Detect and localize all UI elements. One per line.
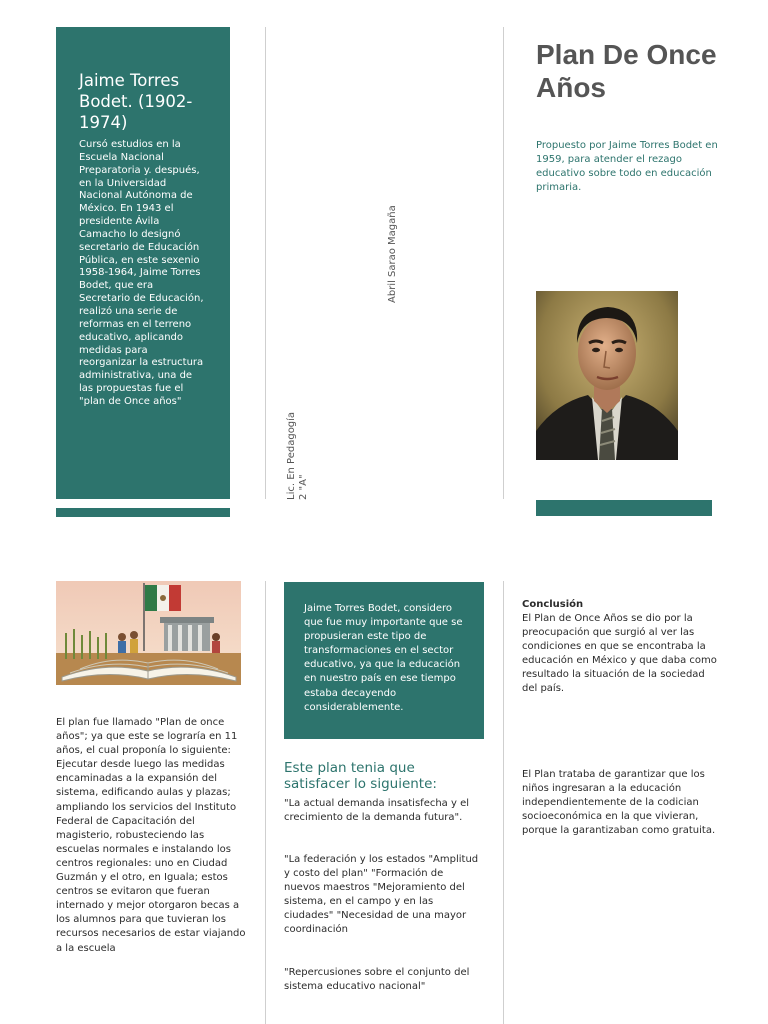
cover-title: Plan De Once Años: [536, 39, 717, 103]
cover-subtitle: Propuesto por Jaime Torres Bodet en 1959, para atender el rezago educativo sobre todo en educación primaria.: [536, 140, 718, 193]
group-label: 2 "A": [298, 474, 309, 500]
column-divider: [265, 581, 266, 1024]
accent-bar: [56, 508, 230, 517]
conclusion-heading: Conclusión: [522, 599, 584, 610]
conclusion-text: El Plan de Once Años se dio por la preocupación que surgió al ver las condiciones en que se encontraba la educación en México y que daba como resultado la situación de la sociedad del país.: [522, 613, 717, 695]
column-divider: [503, 27, 504, 499]
degree-block: [286, 412, 310, 500]
requirements-heading: Este plan tenia que satisfacer lo siguiente:: [284, 760, 437, 792]
requirement-item: "La actual demanda insatisfecha y el crecimiento de la demanda futura".: [284, 798, 470, 824]
opinion-box: [284, 582, 484, 739]
guarantee-text: El Plan trataba de garantizar que los niños ingresaran a la educación independientemente de la codician socioeconómica en la que vivieran, porque la garantizaban como gratuita.: [522, 769, 716, 837]
column-divider: [503, 581, 504, 1024]
author-name: Abril Sarao Magaña: [387, 205, 398, 303]
biography-panel: [56, 27, 230, 499]
biography-text: Cursó estudios en la Escuela Nacional Preparatoria y. después, en la Universidad Nacional Autónoma de México. En 1943 el presidente Ávila Camacho lo designó secretario de Educación Pública, en este sexenio 1958-1964, Jaime Torres Bodet, que era Secretario de Educación, realizó una serie de reformas en el terreno educativo, aplicando medidas para reorganizar la estructura administrativa, una de las propuestas fue el "plan de Once años": [79, 139, 204, 407]
portrait-image: [536, 291, 678, 460]
opinion-text: Jaime Torres Bodet, considero que fue muy importante que se propusieran este tipo de transformaciones en el sector educativo, ya que la educación en nuestro país en ese tiempo estaba decayendo considerablemente.: [304, 603, 463, 713]
requirement-item: "Repercusiones sobre el conjunto del sistema educativo nacional": [284, 967, 470, 993]
biography-title: Jaime Torres Bodet. (1902-1974): [79, 71, 193, 132]
accent-bar: [536, 500, 712, 516]
column-divider: [265, 27, 266, 499]
degree-label: Lic. En Pedagogía: [286, 411, 297, 500]
book-illustration: [56, 581, 241, 685]
requirement-item: "La federación y los estados "Amplitud y costo del plan" "Formación de nuevos maestros "Mejoramiento del sistema, en el campo y en las ciudades" "Necesidad de una mayor coordinación: [284, 854, 479, 936]
plan-description: El plan fue llamado "Plan de once años"; ya que este se lograría en 11 años, el cual proponía lo siguiente: Ejecutar desde luego las medidas encaminadas a la expansión del sistema, edificando aulas y plazas; ampliando los servicios del Instituto Federal de Capacitación del magisterio, robusteciendo las escuelas normales e instalando los centros regionales: uno en Ciudad Guzmán y el otro, en Iguala; estos centros se evitaron que fueran internado y mejor otorgaron becas a los alumnos para que tuvieran los recursos necesarios de estar viajando a la escuela: [56, 717, 246, 954]
